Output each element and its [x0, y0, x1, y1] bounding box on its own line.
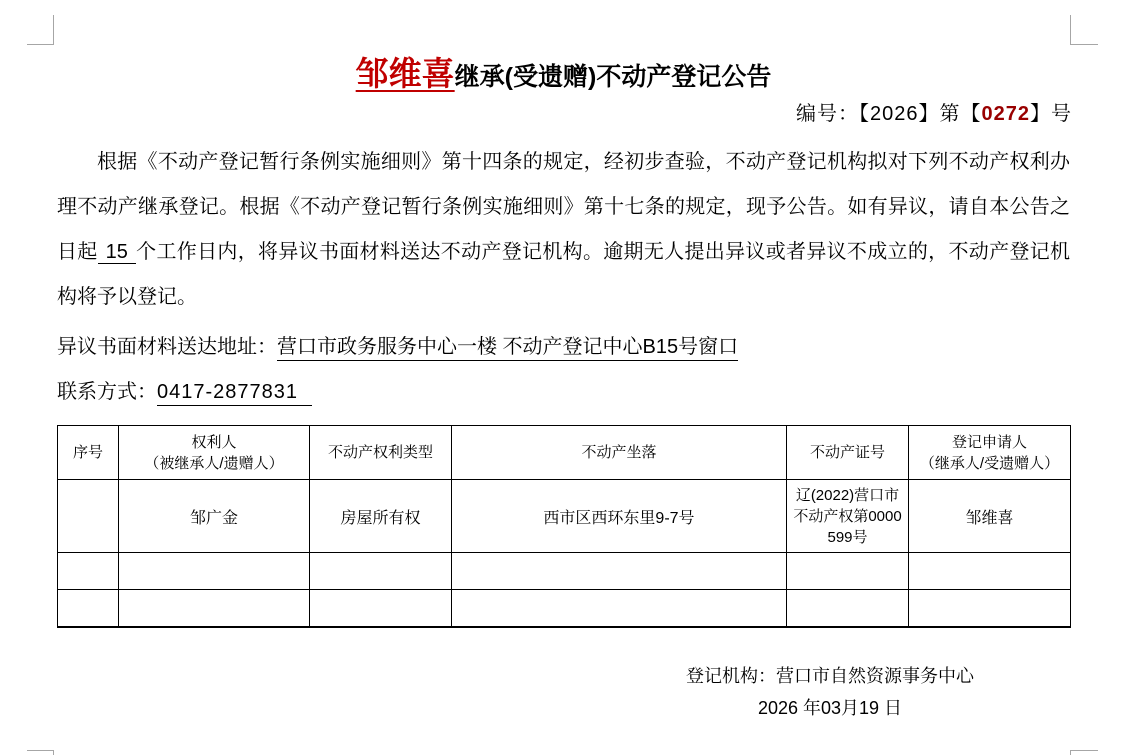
header-rights-holder: [119, 426, 310, 480]
page-margin-mark-top-right: [1070, 15, 1098, 45]
header-seq-no-label: 序号: [72, 444, 103, 461]
registration-agency-line: 登记机构：营口市自然资源事务中心: [686, 666, 974, 686]
header-applicant: [909, 426, 1071, 480]
notice-title: [0, 48, 1127, 95]
notice-body-paragraph: [57, 140, 1070, 320]
header-property-location-label: 不动产坐落: [581, 444, 657, 461]
header-applicant-label: 登记申请人: [951, 433, 1027, 451]
cell-property-location: [452, 553, 787, 590]
doc-number-suffix: 】号: [1030, 103, 1072, 125]
table-header-row: [58, 426, 1071, 480]
cell-seq-no: [58, 480, 119, 553]
cell-property-location: 西市区西环东里9-7号: [452, 480, 787, 553]
header-right-type: [310, 426, 452, 480]
contact-phone-value: 0417-2877831: [157, 381, 312, 406]
objection-address-value: 营口市政务服务中心一楼 不动产登记中心B15号窗口: [277, 336, 738, 361]
body-text-after-days: 个工作日内，将异议书面材料送达不动产登记机构。逾期无人提出异议或者异议不成立的，不动产登记机构将予以登记。: [57, 241, 1071, 308]
header-seq-no: [58, 426, 119, 480]
cell-rights-holder: 邹广金: [119, 480, 310, 553]
header-cert-no: [787, 426, 909, 480]
header-cert-no-label: 不动产证号: [809, 444, 885, 461]
page-margin-mark-bottom-left: [27, 750, 54, 755]
header-rights-holder-sublabel: （被继承人/遗赠人）: [144, 454, 284, 472]
doc-number-prefix: 编号：【2026】第【: [796, 103, 982, 125]
contact-label: 联系方式：: [57, 381, 157, 403]
objection-address-line: [57, 330, 738, 359]
doc-number-line: [796, 97, 1072, 126]
table-row: [58, 590, 1071, 627]
cell-seq-no: [58, 553, 119, 590]
cell-cert-no: [787, 590, 909, 627]
cell-rights-holder: [119, 590, 310, 627]
contact-line: [57, 375, 312, 404]
header-applicant-sublabel: （继承人/受遗赠人）: [919, 454, 1060, 472]
cell-cert-no: [787, 553, 909, 590]
cell-right-type: [310, 553, 452, 590]
doc-number-value: 0272: [981, 103, 1030, 125]
footer-block: [590, 660, 1070, 724]
cell-applicant: [909, 553, 1071, 590]
cell-property-location: [452, 590, 787, 627]
cell-seq-no: [58, 590, 119, 627]
title-holder-name: 邹维喜: [355, 55, 455, 92]
objection-address-label: 异议书面材料送达地址：: [57, 336, 277, 358]
table-row: [58, 480, 1071, 553]
body-text-before-days: 根据《不动产登记暂行条例实施细则》第十四条的规定，经初步查验，不动产登记机构拟对下列不动产权利办理不动产继承登记。根据《不动产登记暂行条例实施细则》第十七条的规定，现予公告。如有异议，请自本公告之日起: [57, 151, 1070, 263]
cell-cert-no: 辽(2022)营口市不动产权第0000599号: [787, 480, 909, 553]
header-property-location: [452, 426, 787, 480]
notice-date-line: 2026 年03月19 日: [757, 698, 903, 718]
page-margin-mark-bottom-right: [1070, 750, 1098, 755]
cell-applicant: [909, 590, 1071, 627]
objection-days-value: 15: [98, 241, 136, 264]
title-text: 继承(受遗赠)不动产登记公告: [454, 63, 772, 91]
cell-rights-holder: [119, 553, 310, 590]
header-right-type-label: 不动产权利类型: [327, 444, 433, 461]
cell-applicant: 邹维喜: [909, 480, 1071, 553]
header-rights-holder-label: 权利人: [191, 433, 237, 451]
cell-right-type: 房屋所有权: [310, 480, 452, 553]
cell-right-type: [310, 590, 452, 627]
page-margin-mark-top-left: [27, 15, 54, 45]
property-registration-table: [57, 425, 1071, 628]
table-row: [58, 553, 1071, 590]
